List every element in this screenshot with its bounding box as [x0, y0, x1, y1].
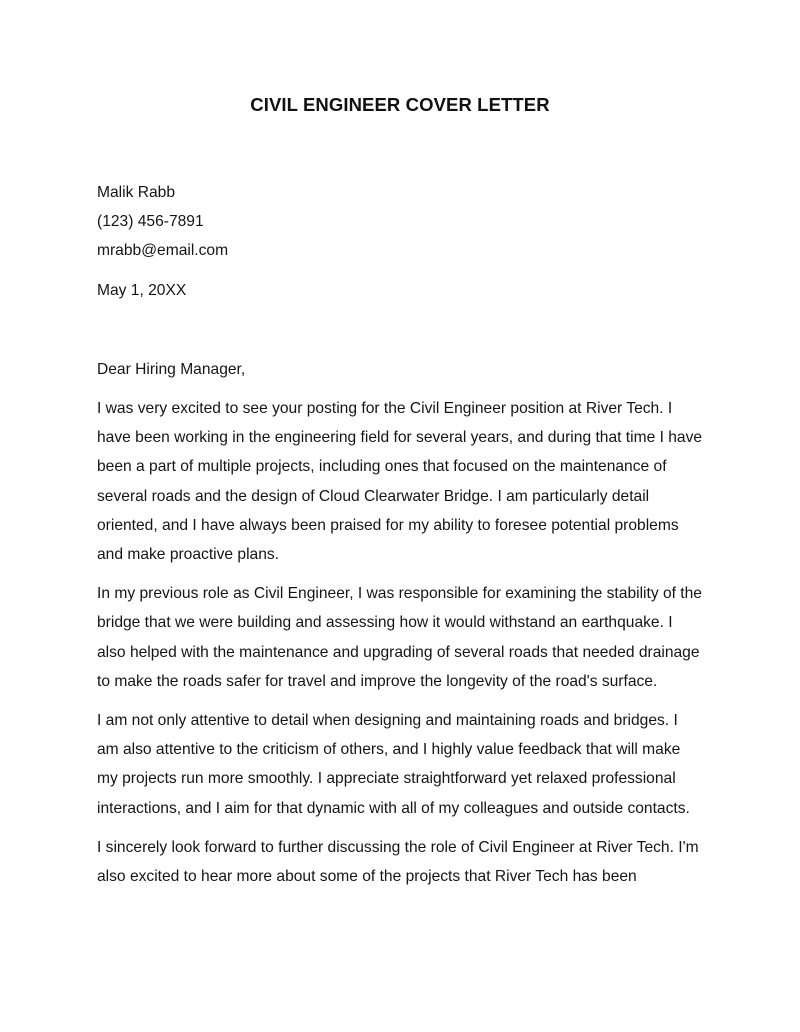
letter-body — [97, 178, 703, 891]
document-title: CIVIL ENGINEER COVER LETTER — [250, 94, 550, 115]
paragraph-previous-role: In my previous role as Civil Engineer, I was responsible for examining the stability of the bridge that we were building and assessing how it would withstand an earthquake. I also helped with the maintenance and upgrading of several roads that needed drainage to make the roads safer for travel and improve the longevity of the road's surface. — [97, 585, 702, 690]
paragraph-intro: I was very excited to see your posting for the Civil Engineer position at River Tech. I have been working in the engineering field for several years, and during that time I have been a part of multiple projects, including ones that focused on the maintenance of several roads and the design of Cloud Clearwater Bridge. I am particularly detail oriented, and I have always been praised for my ability to foresee potential problems and make proactive plans. — [97, 400, 703, 564]
letter-date: May 1, 20XX — [97, 281, 187, 299]
salutation: Dear Hiring Manager, — [97, 360, 246, 378]
paragraph-closing: I sincerely look forward to further discussing the role of Civil Engineer at River Tech. I'm also excited to hear more about some of the projects that River Tech has been — [97, 838, 699, 886]
sender-email: mrabb@email.com — [97, 242, 229, 260]
sender-name: Malik Rabb — [97, 184, 175, 201]
paragraph-attentive: I am not only attentive to detail when designing and maintaining roads and bridges. I am also attentive to the criticism of others, and I highly value feedback that will make my projects run more smoothly. I appreciate straightforward yet relaxed professional interactions, and I aim for that dynamic with all of my colleagues and outside contacts. — [97, 712, 690, 817]
sender-phone: (123) 456-7891 — [97, 213, 204, 231]
